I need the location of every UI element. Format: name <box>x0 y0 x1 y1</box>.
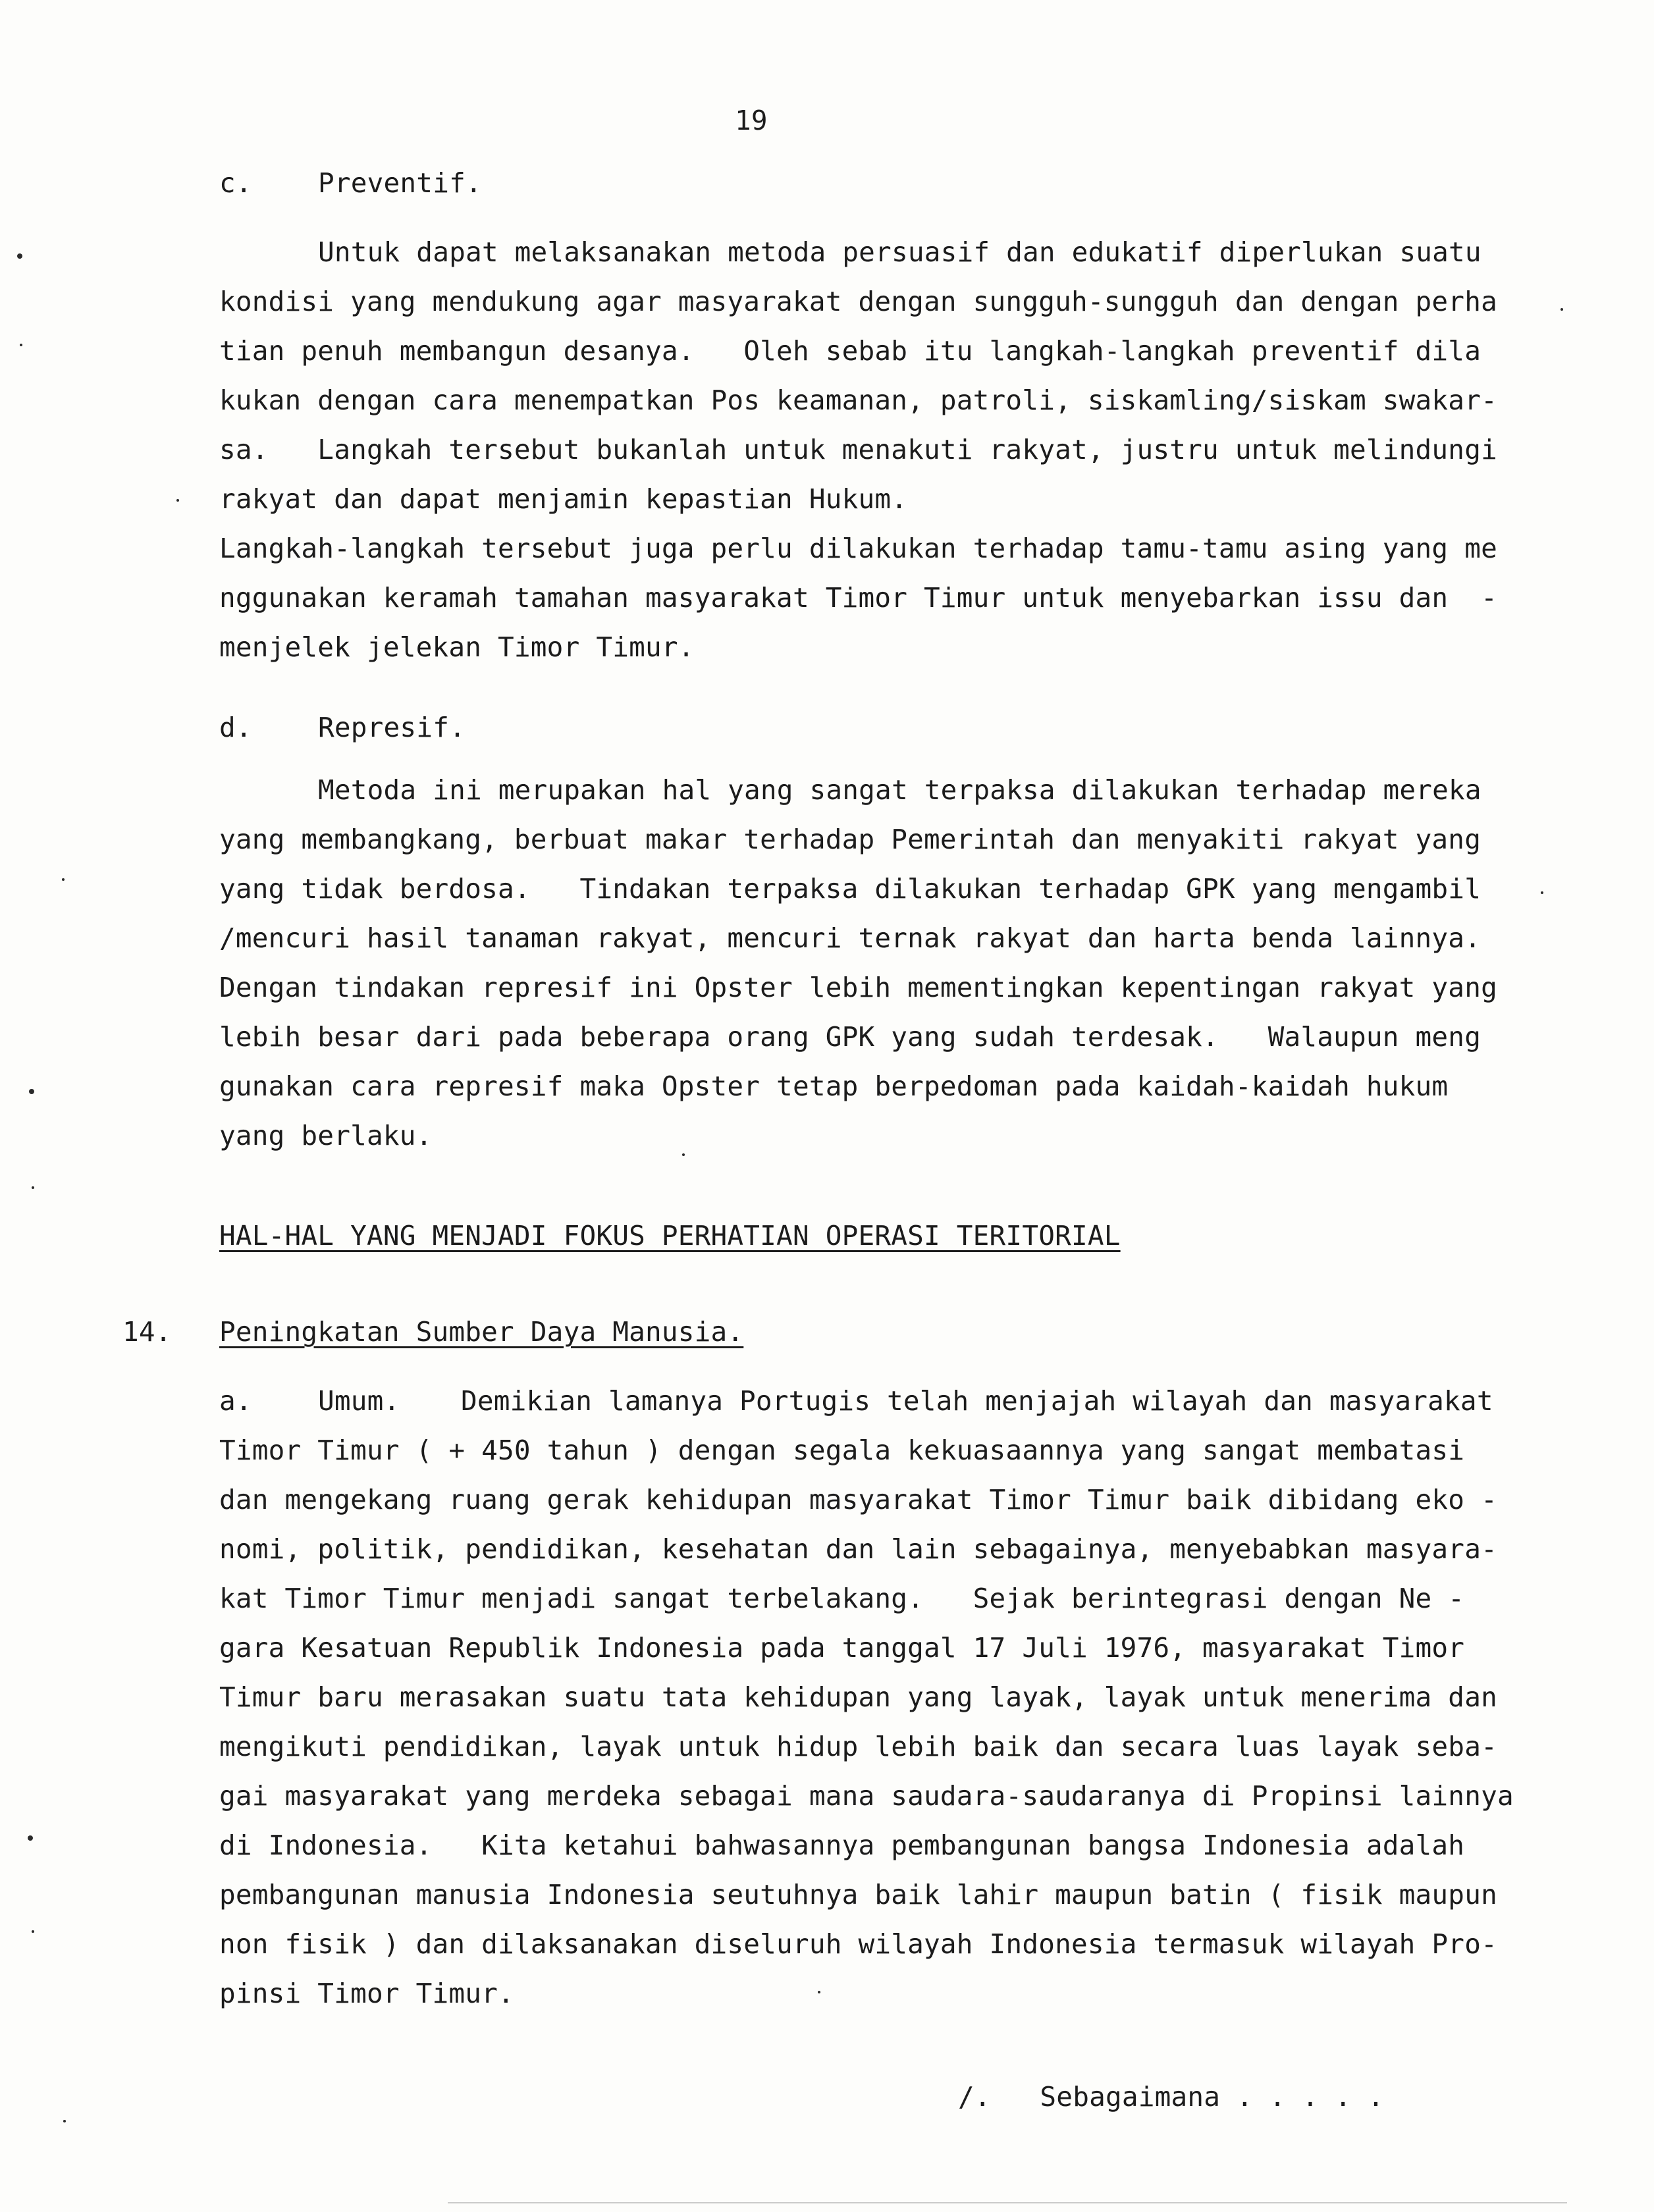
scan-speck <box>1561 308 1563 311</box>
item-14-line-7: mengikuti pendidikan, layak untuk hidup lebih baik dan secara luas layak seba- <box>219 1731 1497 1762</box>
item-14-line-9: di Indonesia. Kita ketahui bahwasannya pembangunan bangsa Indonesia adalah <box>219 1830 1465 1861</box>
section-c-line-6: rakyat dan dapat menjamin kepastian Hukum. <box>219 483 908 515</box>
scan-speck <box>32 1930 34 1933</box>
item-14-first-line: Demikian lamanya Portugis telah menjajah wilayah dan masyarakat <box>461 1385 1493 1417</box>
item-14-number: 14. <box>122 1316 172 1348</box>
scan-speck <box>32 1186 34 1189</box>
scan-speck <box>818 1991 820 1993</box>
section-c-title: Preventif. <box>318 167 482 199</box>
scan-speck <box>63 2120 66 2122</box>
section-c-line-8: nggunakan keramah tamahan masyarakat Timor Timur untuk menyebarkan issu dan - <box>219 582 1497 614</box>
item-14-line-12: pinsi Timor Timur. <box>219 1978 514 2009</box>
scan-edge-line <box>448 2202 1567 2203</box>
scan-speck <box>62 878 65 881</box>
section-c-line-9: menjelek jelekan Timor Timur. <box>219 631 695 663</box>
section-c-label: c. <box>219 167 252 199</box>
item-14-line-4: kat Timor Timur menjadi sangat terbelakang. Sejak berintegrasi dengan Ne - <box>219 1583 1465 1614</box>
section-d-line-6: lebih besar dari pada beberapa orang GPK yang sudah terdesak. Walaupun meng <box>219 1021 1481 1053</box>
scan-speck <box>1541 891 1543 894</box>
section-c-line-3: tian penuh membangun desanya. Oleh sebab itu langkah-langkah preventif dila <box>219 335 1481 367</box>
section-c-line-5: sa. Langkah tersebut bukanlah untuk menakuti rakyat, justru untuk melindungi <box>219 434 1497 465</box>
scan-speck <box>682 1153 685 1156</box>
section-c-line-7: Langkah-langkah tersebut juga perlu dilakukan terhadap tamu-tamu asing yang me <box>219 533 1497 564</box>
section-heading: HAL-HAL YANG MENJADI FOKUS PERHATIAN OPERASI TERITORIAL <box>219 1220 1121 1251</box>
section-d-label: d. <box>219 712 252 743</box>
item-14-line-1: Timor Timur ( + 450 tahun ) dengan segala kekuasaannya yang sangat membatasi <box>219 1435 1465 1466</box>
item-14-sub-title: Umum. <box>318 1385 400 1417</box>
section-d-line-8: yang berlaku. <box>219 1120 433 1151</box>
section-d-line-2: yang membangkang, berbuat makar terhadap Pemerintah dan menyakiti rakyat yang <box>219 824 1481 855</box>
section-c-line-4: kukan dengan cara menempatkan Pos keamanan, patroli, siskamling/siskam swakar- <box>219 384 1497 416</box>
section-d-line-4: /mencuri hasil tanaman rakyat, mencuri ternak rakyat dan harta benda lainnya. <box>219 922 1481 954</box>
item-14-line-8: gai masyarakat yang merdeka sebagai mana saudara-saudaranya di Propinsi lainnya <box>219 1780 1514 1812</box>
section-d-line-3: yang tidak berdosa. Tindakan terpaksa dilakukan terhadap GPK yang mengambil <box>219 873 1481 905</box>
item-14-line-3: nomi, politik, pendidikan, kesehatan dan lain sebagainya, menyebabkan masyara- <box>219 1533 1497 1565</box>
item-14-title: Peningkatan Sumber Daya Manusia. <box>219 1316 744 1348</box>
item-14-line-5: gara Kesatuan Republik Indonesia pada tanggal 17 Juli 1976, masyarakat Timor <box>219 1632 1465 1664</box>
scan-speck <box>28 1835 33 1841</box>
item-14-line-2: dan mengekang ruang gerak kehidupan masyarakat Timor Timur baik dibidang eko - <box>219 1484 1497 1515</box>
section-d-line-5: Dengan tindakan represif ini Opster lebih mementingkan kepentingan rakyat yang <box>219 972 1497 1003</box>
item-14-line-10: pembangunan manusia Indonesia seutuhnya baik lahir maupun batin ( fisik maupun <box>219 1879 1497 1910</box>
section-d-line-7: gunakan cara represif maka Opster tetap berpedoman pada kaidah-kaidah hukum <box>219 1070 1449 1102</box>
section-d-line-1: Metoda ini merupakan hal yang sangat terpaksa dilakukan terhadap mereka <box>318 774 1481 806</box>
item-14-line-11: non fisik ) dan dilaksanakan diseluruh wilayah Indonesia termasuk wilayah Pro- <box>219 1928 1497 1960</box>
scan-speck <box>176 499 179 502</box>
scan-speck <box>20 344 22 346</box>
footer-continuation: /. Sebagaimana . . . . . <box>958 2081 1384 2113</box>
section-c-line-2: kondisi yang mendukung agar masyarakat dengan sungguh-sungguh dan dengan perha <box>219 286 1497 317</box>
item-14-sub-label: a. <box>219 1385 252 1417</box>
scan-speck <box>17 253 22 259</box>
section-c-line-1: Untuk dapat melaksanakan metoda persuasif dan edukatif diperlukan suatu <box>318 236 1481 268</box>
section-d-title: Represif. <box>318 712 466 743</box>
page-number: 19 <box>735 105 768 136</box>
item-14-line-6: Timur baru merasakan suatu tata kehidupan yang layak, layak untuk menerima dan <box>219 1681 1497 1713</box>
scan-speck <box>29 1089 34 1094</box>
